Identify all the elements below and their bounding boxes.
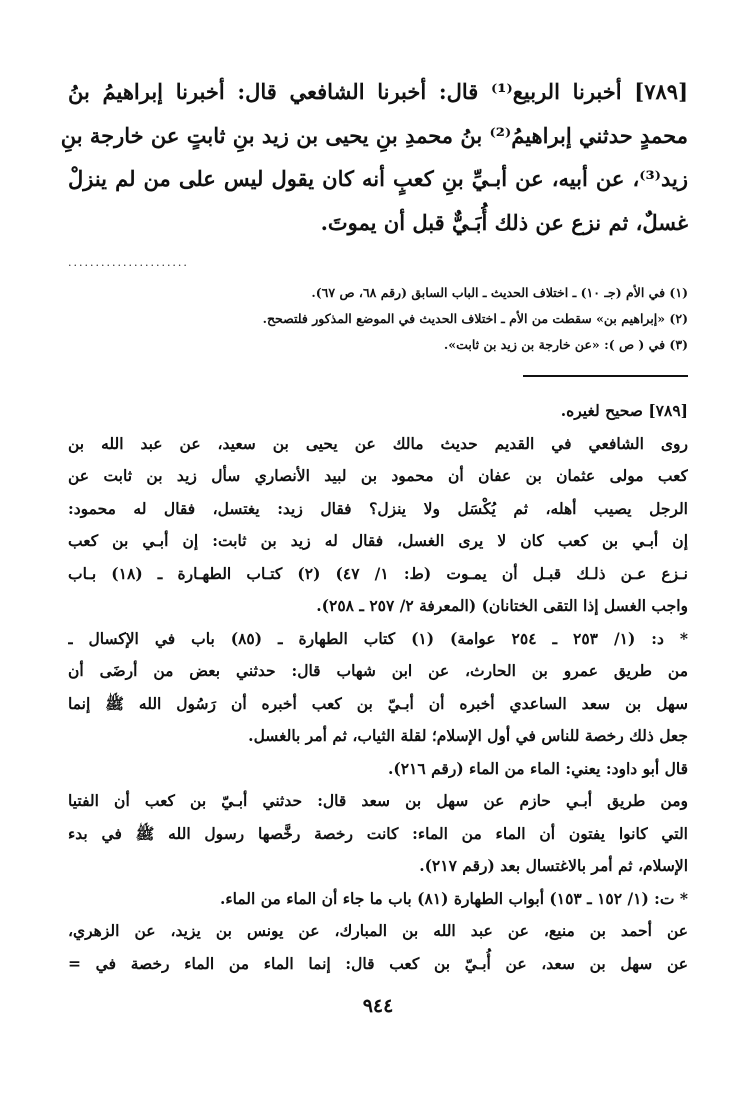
footnote: (٢) «إبراهيم بن» سقطت من الأم ـ اختلاف الحديث في الموضع المذكور فلتصحح. [262, 311, 688, 326]
commentary-line: الرجل يصيب أهله، ثم يُكْسَل ولا ينزل؟ فقال زيد: يغتسل، فقال له محمود: [68, 498, 688, 518]
commentary [68, 395, 688, 980]
footnote: (١) في الأم (جـ ١٠) ـ اختلاف الحديث ـ الباب السابق (رقم ٦٨، ص ٦٧). [311, 285, 688, 300]
section-divider [523, 375, 688, 377]
commentary-line: نـزع عـن ذلـك قبـل أن يمـوت (ط: ١/ ٤٧) (٢) كتـاب الطهـارة ـ (١٨) بـاب [68, 563, 688, 583]
commentary-line: عن أحمد بن منيع، عن عبد الله بن المبارك، عن يونس بن يزيد، عن الزهري، [68, 921, 688, 940]
commentary-line: إن أبـي بن كعب كان لا يرى الغسل، فقال له زيد بن ثابت: إن أبـي بن كعب [68, 531, 688, 550]
document-page [60, 0, 688, 1108]
commentary-line: * ت: (١/ ١٥٢ ـ ١٥٣) أبواب الطهارة (٨١) باب ما جاء أن الماء من الماء. [219, 888, 688, 908]
footnote-separator: ...................... [68, 256, 189, 269]
commentary-line: الإسلام، ثم أمر بالاغتسال بعد (رقم ٢١٧). [419, 856, 688, 875]
commentary-line: سهل بن سعد الساعدي أخبره أن أبـيّ بن كعب أخبره أن رَسُول الله ﷺ إنما [68, 693, 688, 713]
commentary-line: واجب الغسل إذا التقى الختانان) (المعرفة ٢/ ٢٥٧ ـ ٢٥٨). [316, 596, 688, 615]
commentary-line: قال أبو داود: يعني: الماء من الماء (رقم ٢١٦). [388, 758, 688, 778]
commentary-heading: [٧٨٩] صحيح لغيره. [560, 401, 688, 420]
commentary-line: من طريق عمرو بن الحارث، عن ابن شهاب قال: حدثني بعض من أرضَى أن [68, 661, 688, 680]
hadith-text [60, 70, 688, 244]
footnotes [68, 280, 688, 358]
page-number: ٩٤٤ [362, 995, 394, 1017]
commentary-line: التي كانوا يفتون أن الماء من الماء: كانت رخصة رخَّصها رسول الله ﷺ في بدء [68, 823, 688, 843]
commentary-line: عن سهل بن سعد، عن أُبـيّ بن كعب قال: إنما الماء من الماء رخصة في = [68, 953, 688, 973]
footnote: (٣) في ( ص ): «عن خارجة بن زيد بن ثابت». [443, 337, 688, 352]
commentary-line: ومن طريق أبـي حازم عن سهل بن سعد قال: حدثني أبـيّ بن كعب أن الفتيا [68, 791, 688, 810]
commentary-line: * د: (١/ ٢٥٣ ـ ٢٥٤ عوامة) (١) كتاب الطهارة ـ (٨٥) باب في الإكسال ـ [68, 628, 688, 648]
hadith-line: غسلٌ، ثم نزع عن ذلك أُبَـيٌّ قبل أن يموتَ. [320, 209, 688, 235]
commentary-line: روى الشافعي في القديم حديث مالك عن يحيى بن سعيد، عن عبد الله بن [68, 433, 688, 453]
commentary-line: كعب مولى عثمان بن عفان أن محمود بن لبيد الأنصاري سأل زيد بن ثابت عن [68, 466, 688, 485]
commentary-line: جعل ذلك رخصة للناس في أول الإسلام؛ لقلة الثياب، ثم أمر بالغسل. [248, 726, 688, 745]
hadith-line: زيد⁽³⁾، عن أبيه، عن أبـيِّ بنِ كعبٍ أنه كان يقول ليس على من لم ينزلْ [68, 166, 688, 191]
hadith-line: [٧٨٩] أخبرنا الربيع⁽¹⁾ قال: أخبرنا الشافعي قال: أخبرنا إبراهيمُ بنُ [68, 79, 688, 104]
hadith-line: محمدٍ حدثني إبراهيمُ⁽²⁾ بنُ محمدِ بنِ يحيى بن زيد بنِ ثابتٍ عن خارجة بنِ [60, 122, 688, 148]
